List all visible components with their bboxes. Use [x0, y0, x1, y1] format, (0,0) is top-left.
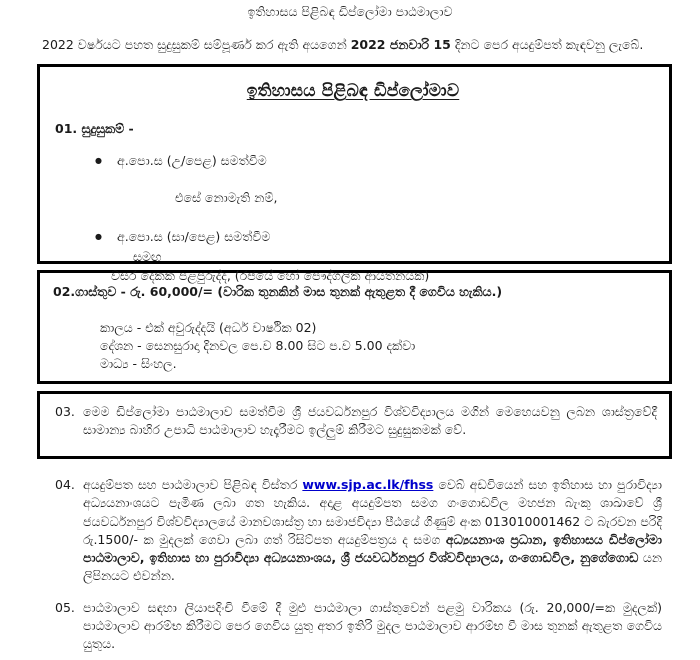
item-04-part2: වෙබ් අඩවියෙන් සහ ඉතිහාස හා පුරාවිද්‍යා අධ්‍යයනාංශයට පැමිණ ලබා ගත හැකිය. අදාළ අයදුම්පත සමග ගංගොඩවිල මහජන බැංකු ශාඛාවේ ශ්‍රී ජයවර්ධනපුර විශ්වවිද්‍යාලයේ මානවශාස්ත්‍ර හා සමාජවිද්‍යා පීඨයේ ගිණුම් අංක 013010001462 ට බැරවන පරිදි රු.1500/- ක මුදලක් ගෙවා ලබා ගත් රිසිට්පත අයදුම්පත්‍රය ද සමග: [83, 477, 662, 547]
qualification-ol-text: අ.පො.ස (සා/පෙළ) සමත්වීම: [117, 228, 271, 244]
diploma-title: ඉතිහාසය පිළිබඳ ඩිප්ලෝමාව: [246, 81, 460, 101]
item-04-part1: අයදුම්පත සහ පාඨමාලාව පිළිබඳ විස්තර: [83, 477, 303, 492]
item-03-text: මෙම ඩිප්ලෝමා පාඨමාලාව සමත්වීම ශ්‍රී ජයවර්ධනපුර විශ්වවිද්‍යාලය මගින් මෙහෙයවනු ලබන ශාස්ත්‍රවේදී සාමාන්‍ය බාහිර උපාධි පාඨමාලාව හැදෑරීමට ඉල්ලුම් කිරීමට සුදුසුකමක් වේ.: [83, 404, 657, 438]
item-04: [55, 476, 662, 586]
item-04-part3: යන ලිපිනයට එවන්න.: [83, 550, 662, 584]
intro-deadline-date: 2022 ජනවාරි 15: [350, 36, 451, 52]
item-04-text: [83, 476, 662, 586]
qualification-al-row: [95, 152, 653, 171]
course-header: ඉතිහාසය පිළිබඳ ඩිප්ලෝමා පාඨමාලාව: [247, 4, 453, 19]
item-05-text: පාඨමාලාව සඳහා ලියාපදිංචි වීමේ දී මුළු පාඨමාලා ගාස්තුවෙන් පළමු වාරිකය (රු. 20,000/=ක මුදලක්) පාඨමාලාව ආරම්භ කිරීමට පෙර ගෙවිය යුතු අතර ඉතිරි මුදල පාඨමාලාව ආරම්භ වී මාස තුනක් ඇතුළත ගෙවිය යුතුය.: [83, 599, 662, 651]
postal-address: අධ්‍යයනාංශ ප්‍රධාන, ඉතිහාසය ඩිප්ලෝමා පාඨමාලාව, ඉතිහාස හා පුරාවිද්‍යා අධ්‍යයනාංශය, ශ්‍රී ජයවර්ධනපුර විශ්වවිද්‍යාලය, ගංගොඩවිල, නුගේගොඩ: [83, 531, 662, 565]
qualification-al-text: අ.පො.ස (උ/පෙළ) සමත්වීම: [117, 153, 267, 169]
medium-line: මාධ්‍ය - සිංහල.: [100, 356, 177, 371]
experience-text: වසර දෙකක පළපුරුද්ද, (රජයේ හෝ පෞද්ගලික ආයතනයක): [111, 268, 430, 284]
bullet-icon: [95, 152, 117, 171]
duration-line: කාලය - එක් අවුරුද්දයි (අර්ධ වාර්ෂික 02): [100, 319, 317, 335]
item-05-number: 05.: [55, 599, 75, 615]
intro-text-pre: 2022 වර්ෂයට පහත සුදුසුකම් සම්පූර්ණ කර ඇති අයගෙන්: [42, 36, 351, 52]
item-05: [55, 599, 662, 654]
fees-box: [37, 270, 672, 384]
lectures-line: දේශන - සෙනසුරාදා දිනවල පෙ.ව 8.00 සිට ප.ව 5.00 දක්වා: [100, 337, 416, 353]
fees-heading: 02.ගාස්තුව - රු. 60,000/= (වාරික තුනකින් මාස තුනක් ඇතුළත දී ගෙවිය හැකිය.): [53, 284, 503, 299]
qualifications-heading: 01. සුදුසුකම් -: [55, 120, 134, 136]
qualification-ol-row: [95, 228, 653, 247]
item-03: [55, 403, 657, 440]
intro-text-post: දිනට පෙර අයදුම්පත් කැඳවනු ලැබේ.: [450, 36, 644, 52]
qualifications-box: [37, 64, 672, 284]
with-text: සමඟ: [133, 248, 162, 264]
intro-paragraph: [42, 35, 660, 55]
item-03-number: 03.: [55, 404, 75, 419]
eligibility-box: [37, 391, 672, 459]
bullet-icon: [95, 228, 117, 247]
item-04-number: 04.: [55, 477, 75, 492]
otherwise-text: එසේ නොමැති නම්,: [175, 190, 278, 205]
website-link[interactable]: www.sjp.ac.lk/fhss: [302, 477, 434, 492]
course-details: [100, 319, 655, 373]
